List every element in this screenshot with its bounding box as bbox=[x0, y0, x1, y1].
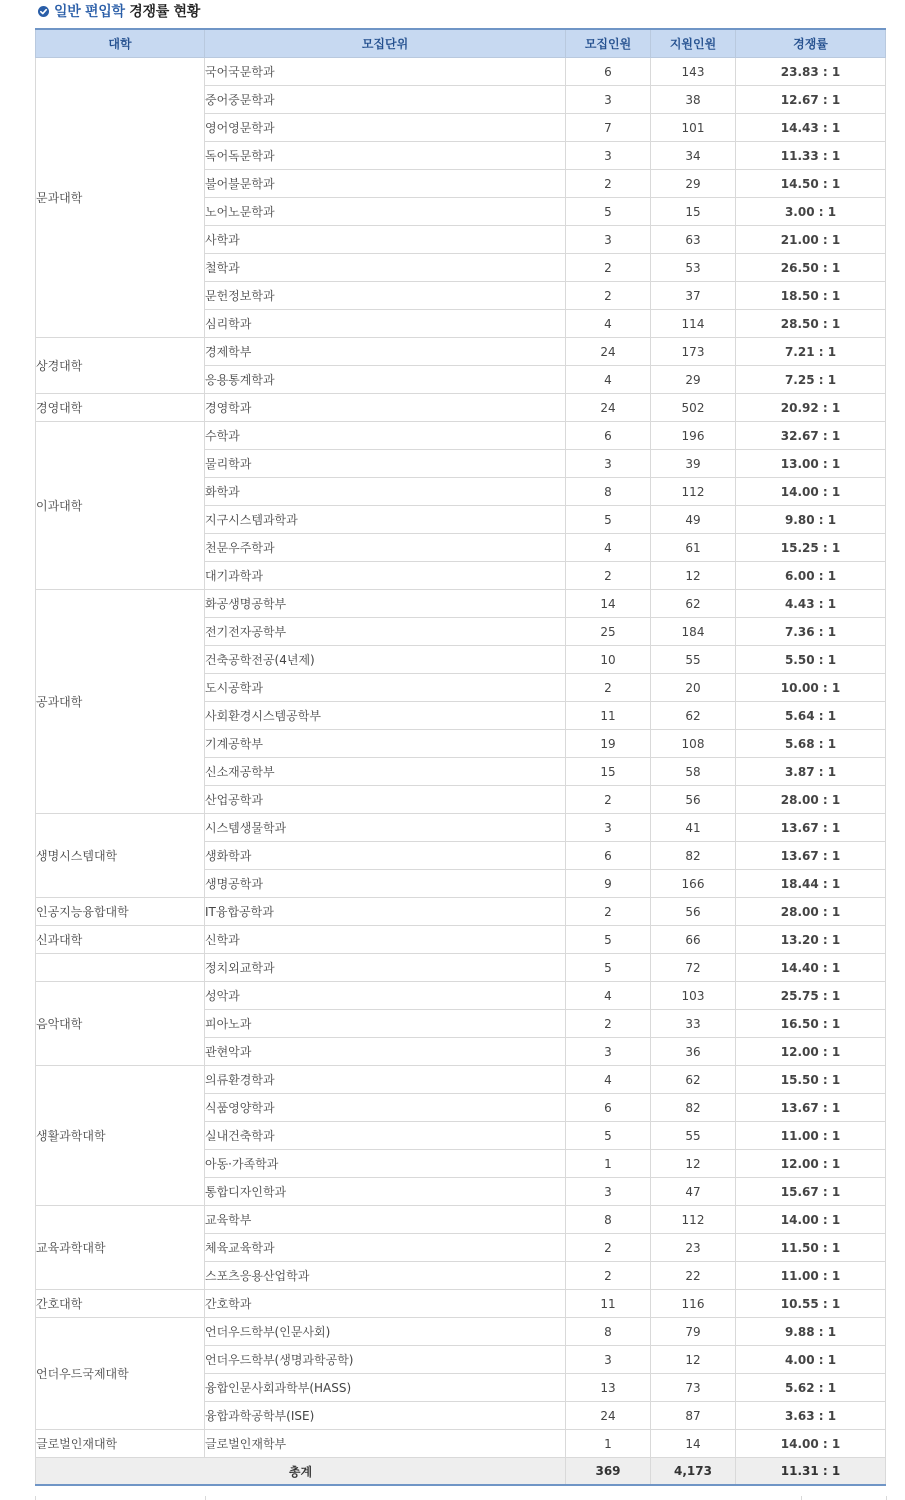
unit-cell: 철학과 bbox=[205, 254, 566, 282]
applicants-cell: 108 bbox=[651, 730, 736, 758]
applicants-cell: 23 bbox=[651, 1234, 736, 1262]
unit-cell: 지구시스템과학과 bbox=[205, 506, 566, 534]
unit-cell: 통합디자인학과 bbox=[205, 1178, 566, 1206]
ratio-cell: 21.00 : 1 bbox=[736, 226, 886, 254]
college-cell: 간호대학 bbox=[36, 1290, 205, 1318]
applicants-cell: 12 bbox=[651, 562, 736, 590]
unit-cell: 문헌정보학과 bbox=[205, 282, 566, 310]
unit-cell: 융합과학공학부(ISE) bbox=[205, 1402, 566, 1430]
ratio-cell: 13.00 : 1 bbox=[736, 450, 886, 478]
unit-cell: 전기전자공학부 bbox=[205, 618, 566, 646]
quota-cell: 2 bbox=[566, 282, 651, 310]
unit-cell: 언더우드학부(인문사회) bbox=[205, 1318, 566, 1346]
applicants-cell: 49 bbox=[651, 506, 736, 534]
unit-cell: 불어불문학과 bbox=[205, 170, 566, 198]
check-circle-icon bbox=[38, 6, 49, 17]
table-row bbox=[36, 422, 886, 450]
ratio-cell: 28.00 : 1 bbox=[736, 786, 886, 814]
ratio-cell: 28.00 : 1 bbox=[736, 898, 886, 926]
unit-cell: 식품영양학과 bbox=[205, 1094, 566, 1122]
ratio-cell: 11.00 : 1 bbox=[736, 1262, 886, 1290]
applicants-cell: 22 bbox=[651, 1262, 736, 1290]
ratio-cell: 3.63 : 1 bbox=[736, 1402, 886, 1430]
quota-cell: 15 bbox=[566, 758, 651, 786]
ratio-cell: 12.00 : 1 bbox=[736, 1038, 886, 1066]
ratio-cell: 5.62 : 1 bbox=[736, 1374, 886, 1402]
applicants-cell: 29 bbox=[651, 170, 736, 198]
unit-cell: 사회환경시스템공학부 bbox=[205, 702, 566, 730]
unit-cell: 의류환경학과 bbox=[205, 1066, 566, 1094]
ratio-cell: 3.87 : 1 bbox=[736, 758, 886, 786]
applicants-cell: 196 bbox=[651, 422, 736, 450]
ratio-cell: 11.33 : 1 bbox=[736, 142, 886, 170]
quota-cell: 5 bbox=[566, 1122, 651, 1150]
ratio-cell: 12.00 : 1 bbox=[736, 1150, 886, 1178]
applicants-cell: 12 bbox=[651, 1150, 736, 1178]
quota-cell: 4 bbox=[566, 982, 651, 1010]
quota-cell: 3 bbox=[566, 1178, 651, 1206]
unit-cell: 경영학과 bbox=[205, 394, 566, 422]
unit-cell: 독어독문학과 bbox=[205, 142, 566, 170]
table-row bbox=[36, 814, 886, 842]
unit-cell: 기계공학부 bbox=[205, 730, 566, 758]
applicants-cell: 55 bbox=[651, 1122, 736, 1150]
ratio-cell: 6.00 : 1 bbox=[736, 562, 886, 590]
ratio-cell: 11.00 : 1 bbox=[736, 1122, 886, 1150]
applicants-cell: 56 bbox=[651, 786, 736, 814]
ratio-cell: 13.67 : 1 bbox=[736, 1094, 886, 1122]
ratio-cell: 9.88 : 1 bbox=[736, 1318, 886, 1346]
college-cell: 생명시스템대학 bbox=[36, 814, 205, 898]
table-row bbox=[36, 1430, 886, 1458]
college-cell: 공과대학 bbox=[36, 590, 205, 814]
quota-cell: 11 bbox=[566, 1290, 651, 1318]
table-row bbox=[36, 394, 886, 422]
ratio-cell: 4.43 : 1 bbox=[736, 590, 886, 618]
applicants-cell: 47 bbox=[651, 1178, 736, 1206]
unit-cell: 정치외교학과 bbox=[205, 954, 566, 982]
competition-rate-table bbox=[35, 28, 886, 1486]
quota-cell: 2 bbox=[566, 1234, 651, 1262]
unit-cell: 체육교육학과 bbox=[205, 1234, 566, 1262]
quota-cell: 24 bbox=[566, 394, 651, 422]
unit-cell: 신학과 bbox=[205, 926, 566, 954]
quota-cell: 6 bbox=[566, 58, 651, 86]
ratio-cell: 11.50 : 1 bbox=[736, 1234, 886, 1262]
ratio-cell: 10.55 : 1 bbox=[736, 1290, 886, 1318]
ratio-cell: 23.83 : 1 bbox=[736, 58, 886, 86]
table-continuation bbox=[35, 1496, 887, 1500]
quota-cell: 4 bbox=[566, 1066, 651, 1094]
title-rest: 경쟁률 현황 bbox=[129, 4, 200, 20]
applicants-cell: 143 bbox=[651, 58, 736, 86]
college-cell: 음악대학 bbox=[36, 982, 205, 1066]
applicants-cell: 37 bbox=[651, 282, 736, 310]
applicants-cell: 20 bbox=[651, 674, 736, 702]
quota-cell: 8 bbox=[566, 1206, 651, 1234]
continuation-line bbox=[801, 1496, 802, 1500]
quota-cell: 4 bbox=[566, 366, 651, 394]
table-row bbox=[36, 1206, 886, 1234]
college-cell: 언더우드국제대학 bbox=[36, 1318, 205, 1430]
continuation-line bbox=[205, 1496, 206, 1500]
table-row bbox=[36, 926, 886, 954]
quota-cell: 3 bbox=[566, 1346, 651, 1374]
quota-cell: 13 bbox=[566, 1374, 651, 1402]
unit-cell: 노어노문학과 bbox=[205, 198, 566, 226]
header-quota: 모집인원 bbox=[566, 29, 651, 58]
applicants-cell: 58 bbox=[651, 758, 736, 786]
quota-cell: 3 bbox=[566, 142, 651, 170]
header-college: 대학 bbox=[36, 29, 205, 58]
total-ratio: 11.31 : 1 bbox=[736, 1458, 886, 1486]
applicants-cell: 62 bbox=[651, 1066, 736, 1094]
unit-cell: 심리학과 bbox=[205, 310, 566, 338]
unit-cell: 중어중문학과 bbox=[205, 86, 566, 114]
college-cell: 신과대학 bbox=[36, 926, 205, 954]
ratio-cell: 4.00 : 1 bbox=[736, 1346, 886, 1374]
table-body bbox=[36, 58, 886, 1458]
unit-cell: 영어영문학과 bbox=[205, 114, 566, 142]
quota-cell: 25 bbox=[566, 618, 651, 646]
quota-cell: 7 bbox=[566, 114, 651, 142]
quota-cell: 3 bbox=[566, 1038, 651, 1066]
table-row bbox=[36, 954, 886, 982]
unit-cell: 스포츠응용산업학과 bbox=[205, 1262, 566, 1290]
unit-cell: 경제학부 bbox=[205, 338, 566, 366]
quota-cell: 4 bbox=[566, 310, 651, 338]
table-row bbox=[36, 898, 886, 926]
college-cell: 문과대학 bbox=[36, 58, 205, 338]
college-cell: 상경대학 bbox=[36, 338, 205, 394]
quota-cell: 24 bbox=[566, 338, 651, 366]
ratio-cell: 15.50 : 1 bbox=[736, 1066, 886, 1094]
applicants-cell: 62 bbox=[651, 702, 736, 730]
applicants-cell: 79 bbox=[651, 1318, 736, 1346]
quota-cell: 5 bbox=[566, 506, 651, 534]
unit-cell: 언더우드학부(생명과학공학) bbox=[205, 1346, 566, 1374]
unit-cell: 간호학과 bbox=[205, 1290, 566, 1318]
unit-cell: 화학과 bbox=[205, 478, 566, 506]
quota-cell: 1 bbox=[566, 1150, 651, 1178]
section-title bbox=[38, 0, 200, 22]
quota-cell: 2 bbox=[566, 786, 651, 814]
quota-cell: 2 bbox=[566, 1010, 651, 1038]
unit-cell: 국어국문학과 bbox=[205, 58, 566, 86]
unit-cell: 아동·가족학과 bbox=[205, 1150, 566, 1178]
applicants-cell: 33 bbox=[651, 1010, 736, 1038]
unit-cell: 융합인문사회과학부(HASS) bbox=[205, 1374, 566, 1402]
header-applicants: 지원인원 bbox=[651, 29, 736, 58]
applicants-cell: 38 bbox=[651, 86, 736, 114]
ratio-cell: 28.50 : 1 bbox=[736, 310, 886, 338]
ratio-cell: 16.50 : 1 bbox=[736, 1010, 886, 1038]
header-unit: 모집단위 bbox=[205, 29, 566, 58]
ratio-cell: 15.67 : 1 bbox=[736, 1178, 886, 1206]
ratio-cell: 15.25 : 1 bbox=[736, 534, 886, 562]
college-cell: 생활과학대학 bbox=[36, 1066, 205, 1206]
ratio-cell: 14.00 : 1 bbox=[736, 1430, 886, 1458]
header-ratio: 경쟁률 bbox=[736, 29, 886, 58]
applicants-cell: 72 bbox=[651, 954, 736, 982]
unit-cell: 관현악과 bbox=[205, 1038, 566, 1066]
ratio-cell: 32.67 : 1 bbox=[736, 422, 886, 450]
quota-cell: 2 bbox=[566, 170, 651, 198]
applicants-cell: 53 bbox=[651, 254, 736, 282]
unit-cell: 산업공학과 bbox=[205, 786, 566, 814]
quota-cell: 6 bbox=[566, 422, 651, 450]
table-row bbox=[36, 1318, 886, 1346]
table-row bbox=[36, 590, 886, 618]
college-cell: 인공지능융합대학 bbox=[36, 898, 205, 926]
ratio-cell: 14.40 : 1 bbox=[736, 954, 886, 982]
applicants-cell: 166 bbox=[651, 870, 736, 898]
unit-cell: 교육학부 bbox=[205, 1206, 566, 1234]
quota-cell: 11 bbox=[566, 702, 651, 730]
applicants-cell: 116 bbox=[651, 1290, 736, 1318]
quota-cell: 6 bbox=[566, 842, 651, 870]
unit-cell: 천문우주학과 bbox=[205, 534, 566, 562]
header-row bbox=[36, 29, 886, 58]
unit-cell: 생명공학과 bbox=[205, 870, 566, 898]
applicants-cell: 41 bbox=[651, 814, 736, 842]
applicants-cell: 73 bbox=[651, 1374, 736, 1402]
unit-cell: 피아노과 bbox=[205, 1010, 566, 1038]
applicants-cell: 82 bbox=[651, 842, 736, 870]
applicants-cell: 15 bbox=[651, 198, 736, 226]
quota-cell: 3 bbox=[566, 226, 651, 254]
section-title-text bbox=[54, 1, 200, 21]
ratio-cell: 7.21 : 1 bbox=[736, 338, 886, 366]
unit-cell: 글로벌인재학부 bbox=[205, 1430, 566, 1458]
applicants-cell: 62 bbox=[651, 590, 736, 618]
applicants-cell: 61 bbox=[651, 534, 736, 562]
unit-cell: 물리학과 bbox=[205, 450, 566, 478]
ratio-cell: 10.00 : 1 bbox=[736, 674, 886, 702]
unit-cell: 성악과 bbox=[205, 982, 566, 1010]
ratio-cell: 18.44 : 1 bbox=[736, 870, 886, 898]
applicants-cell: 502 bbox=[651, 394, 736, 422]
ratio-cell: 18.50 : 1 bbox=[736, 282, 886, 310]
ratio-cell: 14.43 : 1 bbox=[736, 114, 886, 142]
unit-cell: 대기과학과 bbox=[205, 562, 566, 590]
ratio-cell: 7.36 : 1 bbox=[736, 618, 886, 646]
quota-cell: 2 bbox=[566, 562, 651, 590]
unit-cell: 사학과 bbox=[205, 226, 566, 254]
title-highlight: 일반 편입학 bbox=[54, 4, 125, 20]
applicants-cell: 12 bbox=[651, 1346, 736, 1374]
applicants-cell: 82 bbox=[651, 1094, 736, 1122]
quota-cell: 8 bbox=[566, 478, 651, 506]
table-row bbox=[36, 1066, 886, 1094]
ratio-cell: 7.25 : 1 bbox=[736, 366, 886, 394]
quota-cell: 2 bbox=[566, 674, 651, 702]
applicants-cell: 112 bbox=[651, 478, 736, 506]
unit-cell: 도시공학과 bbox=[205, 674, 566, 702]
ratio-cell: 13.20 : 1 bbox=[736, 926, 886, 954]
unit-cell: 응용통계학과 bbox=[205, 366, 566, 394]
applicants-cell: 101 bbox=[651, 114, 736, 142]
quota-cell: 2 bbox=[566, 254, 651, 282]
quota-cell: 1 bbox=[566, 1430, 651, 1458]
total-label: 총계 bbox=[36, 1458, 566, 1486]
college-cell: 글로벌인재대학 bbox=[36, 1430, 205, 1458]
quota-cell: 3 bbox=[566, 450, 651, 478]
ratio-cell: 5.64 : 1 bbox=[736, 702, 886, 730]
unit-cell: 건축공학전공(4년제) bbox=[205, 646, 566, 674]
college-cell: 이과대학 bbox=[36, 422, 205, 590]
unit-cell: 생화학과 bbox=[205, 842, 566, 870]
applicants-cell: 63 bbox=[651, 226, 736, 254]
applicants-cell: 56 bbox=[651, 898, 736, 926]
quota-cell: 10 bbox=[566, 646, 651, 674]
table-row bbox=[36, 338, 886, 366]
quota-cell: 8 bbox=[566, 1318, 651, 1346]
applicants-cell: 103 bbox=[651, 982, 736, 1010]
table-header bbox=[36, 29, 886, 58]
total-quota: 369 bbox=[566, 1458, 651, 1486]
ratio-cell: 20.92 : 1 bbox=[736, 394, 886, 422]
applicants-cell: 55 bbox=[651, 646, 736, 674]
ratio-cell: 5.68 : 1 bbox=[736, 730, 886, 758]
quota-cell: 14 bbox=[566, 590, 651, 618]
ratio-cell: 26.50 : 1 bbox=[736, 254, 886, 282]
table-row bbox=[36, 982, 886, 1010]
ratio-cell: 14.00 : 1 bbox=[736, 1206, 886, 1234]
applicants-cell: 112 bbox=[651, 1206, 736, 1234]
quota-cell: 5 bbox=[566, 198, 651, 226]
ratio-cell: 3.00 : 1 bbox=[736, 198, 886, 226]
college-cell: 경영대학 bbox=[36, 394, 205, 422]
table-footer bbox=[36, 1458, 886, 1486]
quota-cell: 24 bbox=[566, 1402, 651, 1430]
quota-cell: 3 bbox=[566, 814, 651, 842]
applicants-cell: 87 bbox=[651, 1402, 736, 1430]
quota-cell: 2 bbox=[566, 1262, 651, 1290]
quota-cell: 5 bbox=[566, 926, 651, 954]
applicants-cell: 34 bbox=[651, 142, 736, 170]
ratio-cell: 25.75 : 1 bbox=[736, 982, 886, 1010]
ratio-cell: 13.67 : 1 bbox=[736, 814, 886, 842]
quota-cell: 3 bbox=[566, 86, 651, 114]
ratio-cell: 14.00 : 1 bbox=[736, 478, 886, 506]
quota-cell: 4 bbox=[566, 534, 651, 562]
ratio-cell: 12.67 : 1 bbox=[736, 86, 886, 114]
quota-cell: 19 bbox=[566, 730, 651, 758]
applicants-cell: 173 bbox=[651, 338, 736, 366]
applicants-cell: 39 bbox=[651, 450, 736, 478]
applicants-cell: 184 bbox=[651, 618, 736, 646]
applicants-cell: 66 bbox=[651, 926, 736, 954]
unit-cell: 화공생명공학부 bbox=[205, 590, 566, 618]
unit-cell: IT융합공학과 bbox=[205, 898, 566, 926]
ratio-cell: 13.67 : 1 bbox=[736, 842, 886, 870]
unit-cell: 수학과 bbox=[205, 422, 566, 450]
applicants-cell: 114 bbox=[651, 310, 736, 338]
ratio-cell: 14.50 : 1 bbox=[736, 170, 886, 198]
unit-cell: 시스템생물학과 bbox=[205, 814, 566, 842]
college-cell bbox=[36, 954, 205, 982]
total-row bbox=[36, 1458, 886, 1486]
ratio-cell: 9.80 : 1 bbox=[736, 506, 886, 534]
unit-cell: 실내건축학과 bbox=[205, 1122, 566, 1150]
applicants-cell: 36 bbox=[651, 1038, 736, 1066]
table-row bbox=[36, 1290, 886, 1318]
quota-cell: 5 bbox=[566, 954, 651, 982]
table-row bbox=[36, 58, 886, 86]
quota-cell: 2 bbox=[566, 898, 651, 926]
college-cell: 교육과학대학 bbox=[36, 1206, 205, 1290]
total-applicants: 4,173 bbox=[651, 1458, 736, 1486]
unit-cell: 신소재공학부 bbox=[205, 758, 566, 786]
applicants-cell: 14 bbox=[651, 1430, 736, 1458]
quota-cell: 6 bbox=[566, 1094, 651, 1122]
ratio-cell: 5.50 : 1 bbox=[736, 646, 886, 674]
quota-cell: 9 bbox=[566, 870, 651, 898]
applicants-cell: 29 bbox=[651, 366, 736, 394]
